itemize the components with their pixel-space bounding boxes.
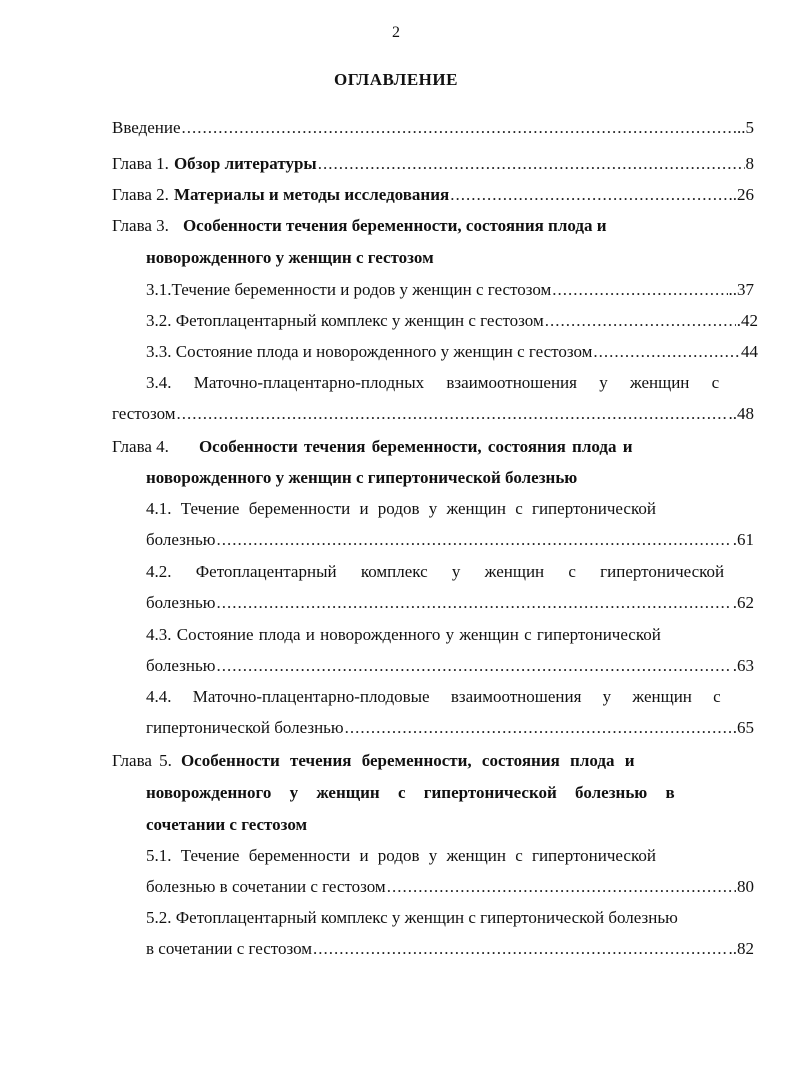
toc-page: 8 [745,154,754,173]
dot-leader [216,593,731,613]
chapter-prefix: Глава 1. [112,154,169,173]
toc-entry-4-1-continuation[interactable] [146,530,754,550]
toc-page: ..26 [728,185,754,204]
toc-label: гестозом [112,404,176,423]
toc-page: .62 [732,593,754,612]
chapter-title: Особенности течения беременности, состояния плода и [182,216,607,235]
toc-label: 5.2. Фетоплацентарный комплекс у женщин с гипертонической болезнью [146,908,678,927]
toc-entry-chapter-4[interactable] [112,437,758,457]
dot-leader [216,530,731,550]
chapter-title: Материалы и методы исследования [173,185,450,204]
toc-page: .61 [732,530,754,549]
chapter-prefix: Глава 4. [112,437,169,456]
toc-label: 4.1. Течение беременности и родов у женщин с гипертонической [146,499,656,518]
toc-page: .42 [736,311,758,330]
toc-page: .65 [732,718,754,737]
toc-label: 3.3. Состояние плода и новорожденного у женщин с гестозом [146,342,593,361]
toc-label: Введение [112,118,181,137]
toc-label: гипертонической болезнью [146,718,344,737]
toc-page: 80 [737,877,754,896]
toc-entry-5-2-continuation[interactable] [146,939,754,959]
toc-entry-3-4-continuation[interactable] [112,404,754,424]
dot-leader [313,939,727,959]
chapter-prefix: Глава 5. [112,751,172,770]
dot-leader [593,342,740,362]
toc-page: 44 [741,342,758,361]
chapter-5-title-continuation-2: сочетании с гестозом [146,815,308,834]
toc-entry-3-3[interactable] [146,342,758,362]
toc-entry-3-2[interactable] [146,311,758,331]
chapter-prefix: Глава 2. [112,185,169,204]
toc-entry-intro[interactable] [112,118,754,138]
toc-label: 3.1.Течение беременности и родов у женщин с гестозом [146,280,552,299]
toc-label: болезнью [146,530,216,549]
toc-entry-4-3-continuation[interactable] [146,656,754,676]
toc-label: болезнью [146,593,216,612]
toc-label: 4.4. Маточно-плацентарно-плодовые взаимоотношения у женщин с [146,687,721,706]
toc-page: ..82 [728,939,754,958]
toc-entry-chapter-1[interactable] [112,154,754,174]
toc-label: 4.2. Фетоплацентарный комплекс у женщин с гипертонической [146,562,725,581]
chapter-3-title-continuation: новорожденного у женщин с гестозом [146,248,434,267]
dot-leader [345,718,732,738]
toc-label: болезнью в сочетании с гестозом [146,877,386,896]
dot-leader [182,118,736,138]
chapter-prefix: Глава 3. [112,216,169,235]
toc-entry-4-2[interactable] [146,562,758,582]
toc-page: ..5 [737,118,754,137]
toc-entry-4-4-continuation[interactable] [146,718,754,738]
toc-label: 4.3. Состояние плода и новорожденного у женщин с гипертонической [146,625,661,644]
toc-page: ..37 [728,280,754,299]
toc-entry-3-4[interactable] [146,373,758,393]
page-title: ОГЛАВЛЕНИЕ [334,70,458,89]
toc-entry-5-1[interactable] [146,846,758,866]
dot-leader [552,280,727,300]
chapter-4-title-continuation: новорожденного у женщин с гипертонической болезнью [146,468,578,487]
toc-entry-4-3[interactable] [146,625,758,645]
toc-entry-4-4[interactable] [146,687,758,707]
toc-entry-chapter-5[interactable] [112,751,758,771]
chapter-title: Обзор литературы [173,154,317,173]
toc-label: 3.2. Фетоплацентарный комплекс у женщин с гестозом [146,311,544,330]
toc-entry-5-1-continuation[interactable] [146,877,754,897]
chapter-5-title-continuation: новорожденного у женщин с гипертонической болезнью в [146,783,675,802]
toc-entry-5-2[interactable] [146,908,758,928]
dot-leader [387,877,736,897]
dot-leader [318,154,745,174]
page-number: 2 [392,24,400,41]
toc-label: болезнью [146,656,216,675]
chapter-title: Особенности течения беременности, состояния плода и [180,751,635,770]
dot-leader [216,656,731,676]
dot-leader [545,311,736,331]
dot-leader [177,404,728,424]
toc-label: 3.4. Маточно-плацентарно-плодных взаимоотношения у женщин с [146,373,720,392]
dot-leader [450,185,727,205]
toc-entry-3-1[interactable] [146,280,754,300]
toc-label: 5.1. Течение беременности и родов у женщин с гипертонической [146,846,656,865]
toc-page: ..48 [728,404,754,423]
toc-label: в сочетании с гестозом [146,939,313,958]
toc-page: .63 [732,656,754,675]
toc-entry-4-2-continuation[interactable] [146,593,754,613]
toc-entry-4-1[interactable] [146,499,758,519]
toc-entry-chapter-3[interactable] [112,216,687,236]
chapter-title: Особенности течения беременности, состояния плода и [198,437,633,456]
toc-entry-chapter-2[interactable] [112,185,754,205]
